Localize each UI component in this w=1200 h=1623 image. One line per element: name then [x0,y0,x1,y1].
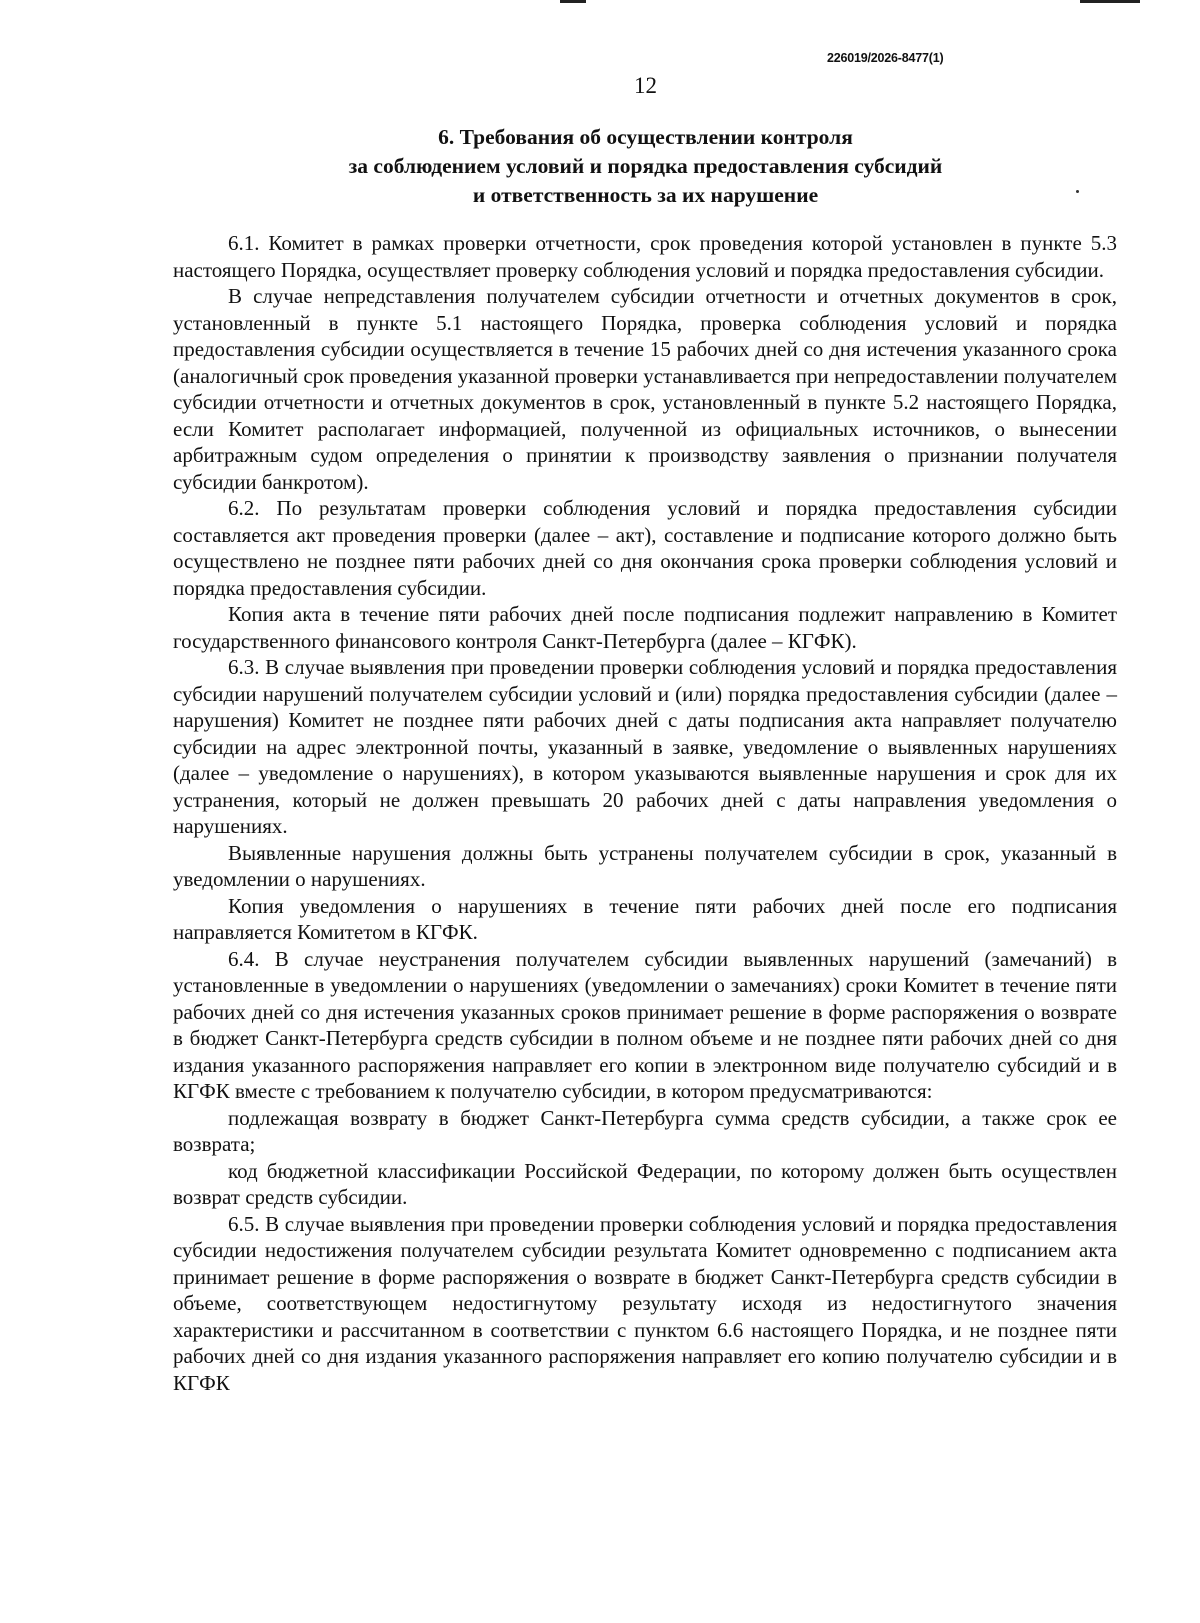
paragraph-6-4: 6.4. В случае неустранения получателем субсидии выявленных нарушений (замечаний) в установленные в уведомлении о нарушениях (уведомлении о замечаниях) сроки Комитет в течение пяти рабочих дней со дня истечения указанных сроков принимает решение в форме распоряжения о возврате в бюджет Санкт-Петербурга средств субсидии в полном объеме и не позднее пяти рабочих дней со дня издания указанного распоряжения направляет его копии в электронном виде получателю субсидий и в КГФК вместе с требованием к получателю субсидии, в котором предусматриваются: [173,946,1117,1103]
paragraph: код бюджетной классификации Российской Федерации, по которому должен быть осуществлен возврат средств субсидии. [173,1158,1117,1209]
document-id: 226019/2026-8477(1) [827,51,944,65]
document-body [173,230,1117,1396]
paragraph: Копия уведомления о нарушениях в течение пяти рабочих дней после его подписания направляется Комитетом в КГФК. [173,893,1117,944]
heading-line: за соблюдением условий и порядка предоставления субсидий [348,154,943,178]
paragraph: В случае непредставления получателем субсидии отчетности и отчетных документов в срок, установленный в пункте 5.1 настоящего Порядка, проверка соблюдения условий и порядка предоставления субсидии осуществляется в течение 15 рабочих дней со дня истечения указанного срока (аналогичный срок проведения указанной проверки устанавливается при непредоставлении получателем субсидии отчетности и отчетных документов в срок, установленный в пункте 5.2 настоящего Порядка, если Комитет располагает информацией, полученной из официальных источников, о вынесении арбитражным судом определения о принятии к производству заявления о признании получателя субсидии банкротом). [173,284,1117,494]
paragraph-6-3: 6.3. В случае выявления при проведении проверки соблюдения условий и порядка предоставления субсидии нарушений получателем субсидии условий и (или) порядка предоставления субсидии (далее – нарушения) Комитет не позднее пяти рабочих дней с даты подписания акта направляет получателю субсидии на адрес электронной почты, указанный в заявке, уведомление о выявленных нарушениях (далее – уведомление о нарушениях), в котором указываются выявленные нарушения и срок для их устранения, который не должен превышать 20 рабочих дней с даты направления уведомления о нарушениях. [173,655,1117,838]
scan-edge-mark [1080,0,1140,3]
paragraph: Выявленные нарушения должны быть устранены получателем субсидии в срок, указанный в уведомлении о нарушениях. [173,840,1117,891]
heading-line: и ответственность за их нарушение [472,183,819,207]
scan-speck [1076,190,1079,193]
section-heading [0,123,1200,210]
paragraph: подлежащая возврату в бюджет Санкт-Петербурга сумма средств субсидии, а также срок ее возврата; [173,1105,1117,1156]
heading-line: 6. Требования об осуществлении контроля [438,125,853,149]
page-number: 12 [634,73,657,98]
paragraph-6-5: 6.5. В случае выявления при проведении проверки соблюдения условий и порядка предоставления субсидии недостижения получателем субсидии результата Комитет одновременно с подписанием акта принимает решение в форме распоряжения о возврате в бюджет Санкт-Петербурга средств субсидии в объеме, соответствующем недостигнутому результату исходя из недостигнутого значения характеристики и рассчитанном в соответствии с пунктом 6.6 настоящего Порядка, и не позднее пяти рабочих дней со дня издания указанного распоряжения направляет его копию получателю субсидии и в КГФК [173,1211,1117,1395]
paragraph-6-2: 6.2. По результатам проверки соблюдения условий и порядка предоставления субсидии составляется акт проведения проверки (далее – акт), составление и подписание которого должно быть осуществлено не позднее пяти рабочих дней со дня окончания срока проверки соблюдения условий и порядка предоставления субсидии. [173,496,1117,600]
paragraph-6-1: 6.1. Комитет в рамках проверки отчетности, срок проведения которой установлен в пункте 5.3 настоящего Порядка, осуществляет проверку соблюдения условий и порядка предоставления субсидии. [173,231,1117,282]
scan-edge-mark [560,0,586,3]
paragraph: Копия акта в течение пяти рабочих дней после подписания подлежит направлению в Комитет государственного финансового контроля Санкт-Петербурга (далее – КГФК). [173,602,1117,653]
